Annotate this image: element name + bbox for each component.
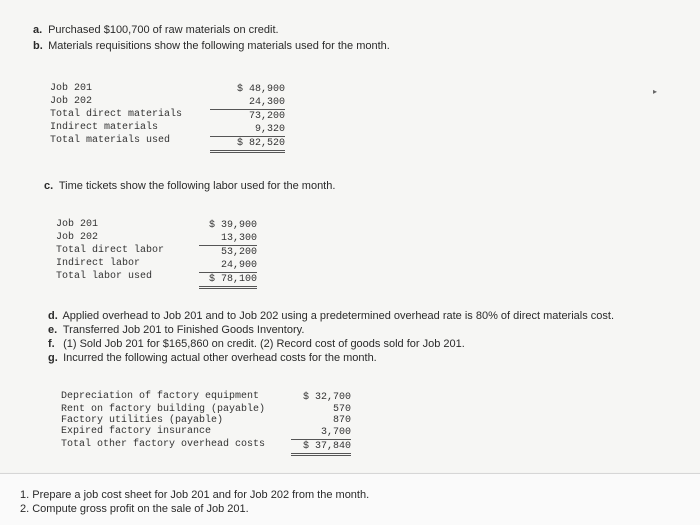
table-row: Depreciation of factory equipment [61, 391, 260, 402]
table-row: Job 202 [50, 96, 93, 107]
table-row: Indirect labor [56, 258, 141, 269]
table-row: Expired factory insurance [61, 426, 212, 437]
labor-values [199, 219, 257, 289]
value-cell: 3,700 [291, 426, 351, 440]
item-b [33, 40, 390, 52]
item-f: f. (1) Sold Job 201 for $165,860 on credit. (2) Record cost of goods sold for Job 201. [48, 338, 465, 350]
question-1: 1. Prepare a job cost sheet for Job 201 and for Job 202 from the month. [20, 489, 370, 501]
value-cell: $ 78,100 [199, 273, 257, 289]
overhead-table [61, 391, 356, 452]
item-f-text: (1) Sold Job 201 for $165,860 on credit. (2) Record cost of goods sold for Job 201. [63, 338, 465, 350]
table-row: Total direct materials [50, 109, 183, 120]
item-e-text: Transferred Job 201 to Finished Goods Inventory. [62, 324, 305, 336]
item-b-label: b. [33, 40, 43, 52]
table-row: Indirect materials [50, 122, 159, 133]
value-cell: $ 39,900 [208, 220, 257, 231]
item-a-label: a. [33, 24, 43, 36]
value-cell: $ 32,700 [302, 392, 351, 403]
table-row: Total direct labor [56, 245, 165, 256]
overhead-values [291, 391, 351, 456]
value-cell: $ 37,840 [291, 440, 351, 456]
table-row: Job 201 [56, 219, 99, 230]
item-d: d. Applied overhead to Job 201 and to Job 202 using a predetermined overhead rate is 80% of direct materials cost. [48, 310, 615, 322]
item-d-text: Applied overhead to Job 201 and to Job 202 using a predetermined overhead rate is 80% of direct materials cost. [62, 310, 615, 322]
table-row: Total materials used [50, 135, 171, 146]
arrow-marker-icon: ▸ [653, 87, 658, 96]
value-cell: 13,300 [199, 232, 257, 246]
question-2: 2. Compute gross profit on the sale of Job 201. [20, 503, 249, 515]
value-cell: 9,320 [210, 123, 285, 137]
table-row: Rent on factory building (payable) [61, 404, 266, 415]
item-c-label: c. [44, 180, 54, 192]
item-c-text: Time tickets show the following labor used for the month. [58, 180, 336, 192]
item-b-text: Materials requisitions show the following materials used for the month. [48, 40, 390, 52]
value-cell: 870 [332, 415, 351, 426]
item-a [33, 24, 279, 36]
value-cell: $ 82,520 [210, 137, 285, 153]
labor-table [56, 219, 256, 284]
table-row: Factory utilities (payable) [61, 415, 224, 426]
item-e: e. Transferred Job 201 to Finished Goods Inventory. [48, 324, 305, 336]
table-row: Job 201 [50, 83, 93, 94]
table-row: Total labor used [56, 271, 153, 282]
value-cell: 53,200 [220, 247, 257, 258]
table-row: Total other factory overhead costs [61, 439, 266, 450]
materials-table [50, 83, 285, 148]
item-g-text: Incurred the following actual other overhead costs for the month. [63, 352, 377, 364]
value-cell: 24,900 [199, 259, 257, 273]
value-cell: $ 48,900 [236, 84, 285, 95]
value-cell: 24,300 [210, 96, 285, 110]
item-c [44, 180, 335, 192]
value-cell: 570 [332, 404, 351, 415]
value-cell: 73,200 [248, 111, 285, 122]
materials-values [210, 83, 285, 153]
table-row: Job 202 [56, 232, 99, 243]
item-a-text: Purchased $100,700 of raw materials on credit. [48, 24, 279, 36]
questions-panel [0, 473, 700, 525]
item-g: g. Incurred the following actual other overhead costs for the month. [48, 352, 377, 364]
